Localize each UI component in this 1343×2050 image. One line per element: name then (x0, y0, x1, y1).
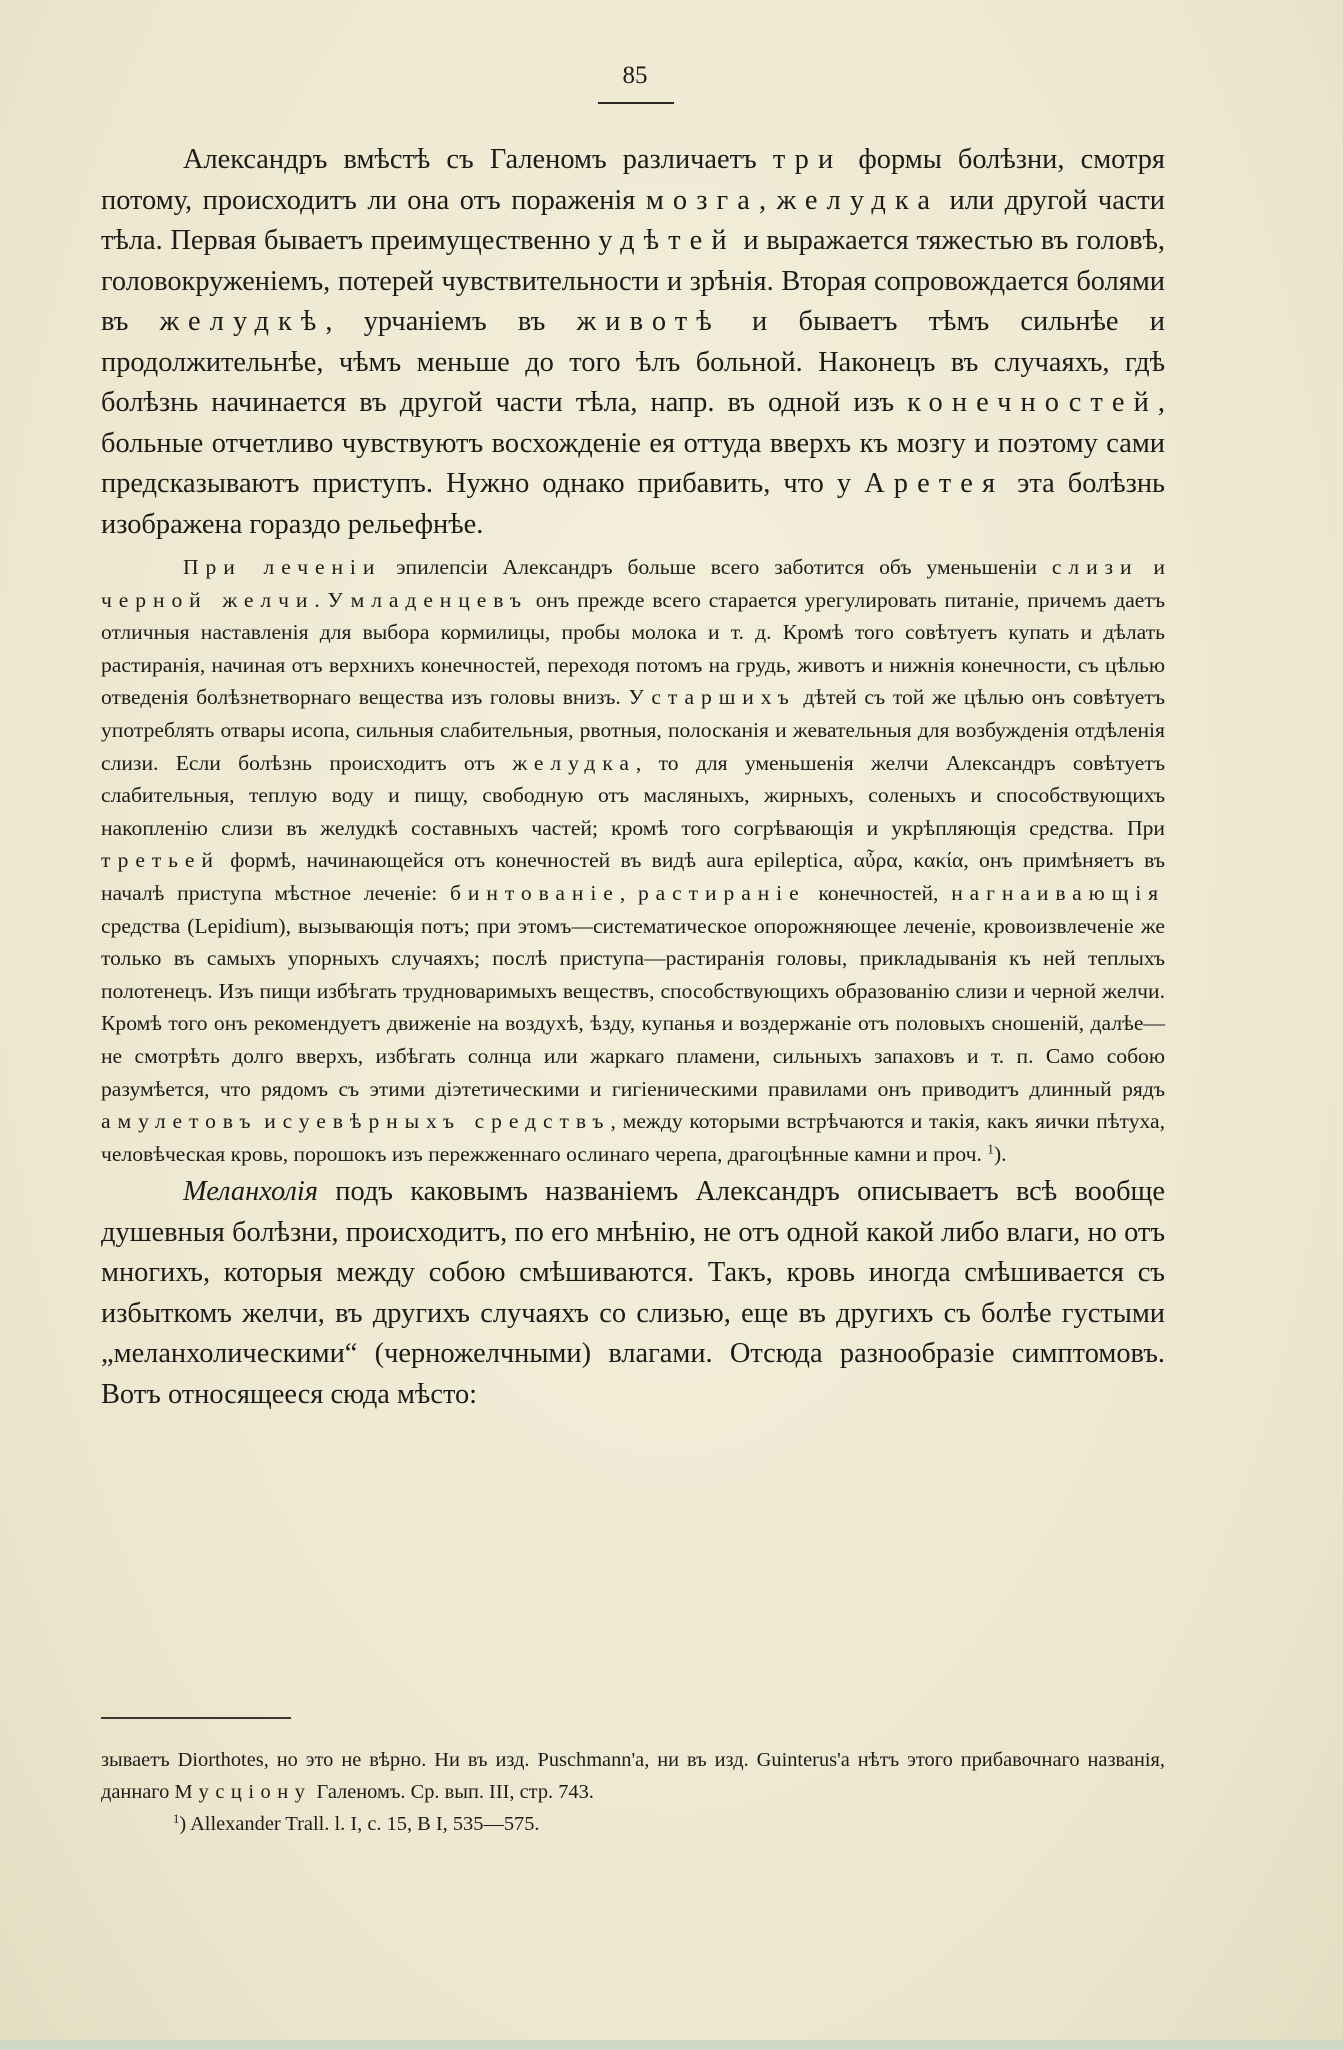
text-run: онъ прежде всего старается урегулировать питаніе, причемъ даетъ отличныя наставленія для выбора кормилицы, пробы молока и т. д. Кромѣ того совѣтуетъ купать и дѣлать растиранія, начиная отъ верхнихъ конечностей, переходя потомъ на грудь, животъ и нижнія конечности, съ цѣлью отведенія болѣзнетворнаго вещества изъ головы внизъ. У (101, 587, 1165, 710)
footnote-continuation (101, 1744, 1165, 1808)
spaced-text: желудка (776, 184, 940, 216)
text-run: ). (993, 1141, 1007, 1166)
spaced-text: животѣ (576, 306, 721, 337)
text-run: средства (Lepidium), вызывающія потъ; при этомъ—систематическое опорожняющее леченіе, кровоизвлеченіе же только въ самыхъ упорныхъ случаяхъ; послѣ приступа—растиранія головы, прикладыванія къ ней теплыхъ полотенецъ. Изъ пищи избѣгать трудноваримыхъ веществъ, способствующихъ образованію слизи и черной желчи. Кромѣ того онъ рекомендуетъ движеніе на воздухѣ, ѣзду, купанья и воздержаніе отъ половыхъ сношеній, далѣе—не смотрѣть долго вверхъ, избѣгать солнца или жаркаго пламени, сильныхъ запаховъ и т. п. Само собою разумѣется, что рядомъ съ этими діэтетическими и гигіеническими правилами онъ приводитъ длинный рядъ (101, 913, 1165, 1101)
text-run: подъ каковымъ названіемъ Александръ описываетъ всѣ вообще душевныя болѣзни, происходитъ, по его мнѣнію, не отъ одной какой либо влаги, но отъ многихъ, которыя между собою смѣшиваются. Такъ, кровь иногда смѣшивается съ избыткомъ желчи, въ другихъ случаяхъ со слизью, еще въ другихъ съ болѣе густыми „меланхолическими“ (черножелчными) влагами. Отсюда разнообразіе симптомовъ. Вотъ относящееся сюда мѣсто: (101, 1176, 1165, 1410)
footnote-text: ) Allexander Trall. l. I, c. 15, B I, 535—575. (179, 1813, 540, 1835)
text-run: и бываетъ тѣмъ сильнѣе и продолжительнѣе, чѣмъ меньше до того ѣлъ больной. Наконецъ въ случаяхъ, гдѣ болѣзнь начинается въ другой части тѣла, напр. въ одной изъ (101, 306, 1165, 418)
page-number-underline (598, 102, 674, 104)
text-run: формѣ, начинающейся отъ конечностей въ видѣ aura epileptica, αὖρα, κακία, онъ примѣняетъ въ началѣ приступа мѣстное леченіе: (101, 848, 1165, 905)
spaced-text: третьей (101, 848, 220, 873)
text-run: . У (314, 587, 351, 612)
spaced-text: Мусціону (174, 1781, 312, 1803)
footnote-separator (101, 1717, 291, 1719)
footnote-marker: 1 (173, 1812, 180, 1827)
spaced-text: Аретея (864, 468, 1005, 499)
spaced-text: бинтованіе (450, 880, 620, 905)
main-text (101, 140, 1165, 1415)
spaced-text: мозга (645, 184, 759, 216)
spaced-text: дѣтей (620, 225, 736, 256)
text-run: , урчаніемъ въ (325, 306, 577, 337)
page-number: 85 (622, 62, 648, 89)
paragraph-three-forms (101, 140, 1165, 545)
spaced-text: конечностей (907, 387, 1158, 418)
text-run: зываетъ Diorthotes, но это не вѣрно. Ни въ изд. Puschmann'а, ни въ изд. Guinterus'а нѣтъ этого прибавочнаго названія, даннаго (101, 1749, 1165, 1803)
spaced-text: старшихъ (651, 685, 796, 710)
spaced-text: При леченіи (183, 555, 382, 579)
spaced-text: желудка (512, 750, 636, 775)
text-run: Галеномъ. Ср. вып. III, стр. 743. (311, 1781, 594, 1803)
footnote-1 (101, 1808, 1165, 1840)
footnotes (101, 1744, 1165, 1840)
text-run: конечностей, (805, 880, 952, 905)
italic-term: Меланхолія (183, 1176, 318, 1208)
text-run: , между которыми встрѣчаются и такія, какъ яички пѣтуха, человѣческая кровь, порошокъ изъ пережженнаго ослинаго черепа, драгоцѣнные камни и проч. (101, 1109, 1165, 1166)
text-run: , больные отчетливо чувствуютъ восхожденіе ея оттуда вверхъ къ мозгу и поэтому сами предсказываютъ приступъ. Нужно однако прибавить, что у (101, 387, 1165, 499)
spaced-text: нагнаивающія (951, 880, 1166, 905)
spaced-text: растираніе (637, 880, 806, 905)
spaced-text: желудкѣ (159, 306, 326, 337)
spaced-text: три (772, 144, 843, 175)
paragraph-treatment (101, 551, 1165, 1170)
spaced-text: слизи (1051, 555, 1139, 579)
text-run: , (758, 184, 777, 216)
text-run: и (257, 1109, 283, 1134)
text-run: Александръ вмѣстѣ съ Галеномъ различаетъ (183, 144, 773, 175)
spaced-text: суевѣрныхъ средствъ (282, 1109, 611, 1134)
spaced-text: младенцевъ (350, 587, 528, 612)
text-run: эта болѣзнь изображена гораздо рельефнѣе. (101, 468, 1165, 540)
text-run: дѣтей съ той же цѣлью онъ совѣтуетъ употреблять отвары исопа, сильныя слабительныя, рвотныя, полосканія и жевательныя для возбужденія отдѣленія слизи. Если болѣзнь происходитъ отъ (101, 685, 1165, 775)
page-edge-strip (0, 2040, 1343, 2050)
text-run: и (1138, 555, 1165, 579)
text-run: , то для уменьшенія желчи Александръ совѣтуетъ слабительныя, теплую воду и пищу, свободную отъ масляныхъ, жирныхъ, соленыхъ и способствующихъ накопленію слизи въ желудкѣ составныхъ частей; кромѣ того согрѣвающія и укрѣпляющія средства. При (101, 750, 1165, 840)
text-run: эпилепсіи Александръ больше всего заботится объ уменьшеніи (381, 555, 1052, 579)
spaced-text: черной желчи (101, 587, 315, 612)
spaced-text: амулетовъ (101, 1109, 258, 1134)
text-run: или другой части тѣла. Первая бываетъ преимущественно у (101, 184, 1165, 256)
text-run: формы болѣзни, смотря потому, происходитъ ли она отъ пораженія (101, 144, 1165, 216)
text-run: , (619, 880, 638, 905)
paragraph-melancholy (101, 1172, 1165, 1415)
text-run: и выражается тяжестью въ головѣ, головокруженіемъ, потерей чувствительности и зрѣнія. Вторая сопровождается болями въ (101, 225, 1165, 337)
footnote-reference[interactable]: 1 (987, 1141, 994, 1157)
